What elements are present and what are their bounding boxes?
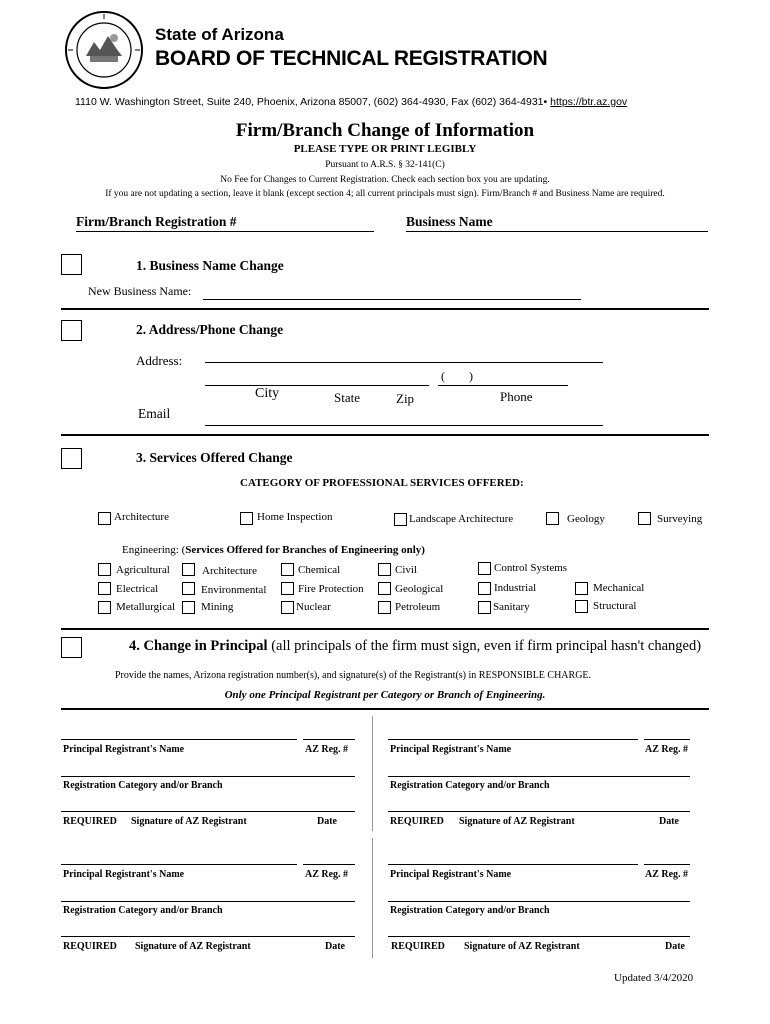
- reg-label: AZ Reg. #: [305, 744, 349, 755]
- metallurgical-label: Metallurgical: [116, 601, 176, 613]
- phone-label: Phone: [500, 389, 533, 404]
- landscape-architecture-label: Landscape Architecture: [409, 513, 514, 525]
- fire-protection-label: Fire Protection: [298, 583, 364, 595]
- category-field[interactable]: [61, 901, 355, 902]
- category-label: Registration Category and/or Branch: [63, 780, 223, 791]
- name-label: Principal Registrant's Name: [390, 744, 512, 755]
- address-label: Address:: [136, 353, 183, 368]
- required-label: REQUIRED: [63, 816, 117, 827]
- sanitary-label: Sanitary: [493, 601, 530, 613]
- agricultural-label: Agricultural: [116, 564, 170, 576]
- category-label: Registration Category and/or Branch: [390, 780, 550, 791]
- section1-title: 1. Business Name Change: [136, 258, 284, 273]
- section1-checkbox[interactable]: [61, 254, 82, 275]
- category-label: Registration Category and/or Branch: [390, 905, 550, 916]
- name-label: Principal Registrant's Name: [63, 869, 185, 880]
- phone-field[interactable]: [438, 385, 568, 386]
- environmental-label: Environmental: [201, 584, 267, 596]
- home-inspection-checkbox[interactable]: [240, 512, 253, 525]
- sanitary-checkbox[interactable]: [478, 601, 491, 614]
- name-field[interactable]: [388, 739, 638, 740]
- eng-architecture-checkbox[interactable]: [182, 563, 195, 576]
- section-divider: [61, 308, 709, 310]
- industrial-checkbox[interactable]: [478, 582, 491, 595]
- firm-registration-label: Firm/Branch Registration #: [76, 214, 237, 229]
- signature-label: Signature of AZ Registrant: [135, 941, 251, 952]
- date-label: Date: [665, 941, 685, 952]
- electrical-checkbox[interactable]: [98, 582, 111, 595]
- structural-label: Structural: [593, 600, 637, 612]
- section3-title: 3. Services Offered Change: [136, 450, 293, 465]
- fire-protection-checkbox[interactable]: [281, 582, 294, 595]
- board-title: BOARD OF TECHNICAL REGISTRATION: [155, 47, 548, 70]
- reg-label: AZ Reg. #: [645, 869, 689, 880]
- control-systems-label: Control Systems: [494, 562, 568, 574]
- category-field[interactable]: [61, 776, 355, 777]
- signature-label: Signature of AZ Registrant: [464, 941, 580, 952]
- civil-label: Civil: [395, 564, 418, 576]
- reg-field[interactable]: [644, 864, 690, 865]
- geology-label: Geology: [567, 513, 605, 525]
- landscape-architecture-checkbox[interactable]: [394, 513, 407, 526]
- required-label: REQUIRED: [391, 941, 445, 952]
- website-link[interactable]: https://btr.az.gov: [550, 96, 628, 108]
- engineering-prefix: Engineering: (: [122, 544, 186, 556]
- category-field[interactable]: [388, 776, 690, 777]
- firm-registration-field[interactable]: [76, 231, 374, 232]
- required-label: REQUIRED: [390, 816, 444, 827]
- category-field[interactable]: [388, 901, 690, 902]
- address-text: 1110 W. Washington Street, Suite 240, Phoenix, Arizona 85007, (602) 364-4930, Fax (602) 364-4931: [75, 96, 544, 108]
- provide-note: Provide the names, Arizona registration number(s), and signature(s) of the Registrant(s) in RESPONSIBLE CHARGE.: [115, 670, 592, 681]
- required-label: REQUIRED: [63, 941, 117, 952]
- engineering-note: Services Offered for Branches of Engineering only): [185, 544, 425, 556]
- section-divider: [61, 434, 709, 436]
- engineering-heading: [122, 544, 425, 556]
- date-label: Date: [325, 941, 345, 952]
- state-label: State: [334, 390, 360, 405]
- architecture-checkbox[interactable]: [98, 512, 111, 525]
- header-address: [75, 96, 627, 108]
- chemical-checkbox[interactable]: [281, 563, 294, 576]
- name-field[interactable]: [61, 739, 297, 740]
- pursuant-note: Pursuant to A.R.S. § 32-141(C): [325, 160, 445, 170]
- mechanical-label: Mechanical: [593, 582, 645, 594]
- column-separator: [372, 838, 373, 958]
- petroleum-checkbox[interactable]: [378, 601, 391, 614]
- section-divider: [61, 628, 709, 630]
- section4-checkbox[interactable]: [61, 637, 82, 658]
- arizona-seal: [64, 10, 144, 90]
- city-label: City: [255, 386, 280, 401]
- mechanical-checkbox[interactable]: [575, 582, 588, 595]
- structural-checkbox[interactable]: [575, 600, 588, 613]
- reg-label: AZ Reg. #: [305, 869, 349, 880]
- section2-checkbox[interactable]: [61, 320, 82, 341]
- section3-checkbox[interactable]: [61, 448, 82, 469]
- signature-label: Signature of AZ Registrant: [131, 816, 247, 827]
- form-title: Firm/Branch Change of Information: [235, 120, 535, 141]
- address-field[interactable]: [205, 362, 603, 363]
- no-fee-note: No Fee for Changes to Current Registration. Check each section box you are updating.: [220, 175, 550, 185]
- zip-label: Zip: [396, 391, 415, 406]
- phone-area-code: ( ): [441, 369, 473, 383]
- metallurgical-checkbox[interactable]: [98, 601, 111, 614]
- reg-label: AZ Reg. #: [645, 744, 689, 755]
- new-business-name-label: New Business Name:: [88, 284, 192, 298]
- agricultural-checkbox[interactable]: [98, 563, 111, 576]
- reg-field[interactable]: [303, 864, 355, 865]
- state-title: State of Arizona: [155, 25, 284, 44]
- chemical-label: Chemical: [298, 564, 341, 576]
- date-label: Date: [659, 816, 679, 827]
- architecture-label: Architecture: [114, 511, 169, 523]
- mining-checkbox[interactable]: [182, 601, 195, 614]
- section4-title-note: (all principals of the firm must sign, even if firm principal hasn't changed): [271, 638, 702, 654]
- mining-label: Mining: [201, 601, 234, 613]
- geological-checkbox[interactable]: [378, 582, 391, 595]
- civil-checkbox[interactable]: [378, 563, 391, 576]
- name-field[interactable]: [388, 864, 638, 865]
- eng-architecture-label: Architecture: [202, 565, 257, 577]
- business-name-label: Business Name: [406, 214, 493, 229]
- email-label: Email: [138, 406, 171, 421]
- geology-checkbox[interactable]: [546, 512, 559, 525]
- petroleum-label: Petroleum: [395, 601, 441, 613]
- instruction-note: If you are not updating a section, leave it blank (except section 4; all current principals must sign). Firm/Branch # and Business Name are required.: [105, 189, 665, 199]
- electrical-label: Electrical: [116, 583, 159, 595]
- nuclear-label: Nuclear: [296, 601, 331, 613]
- geological-label: Geological: [395, 583, 444, 595]
- nuclear-checkbox[interactable]: [281, 601, 294, 614]
- date-label: Date: [317, 816, 337, 827]
- signature-field[interactable]: [388, 936, 690, 937]
- industrial-label: Industrial: [494, 582, 537, 594]
- new-business-name-field[interactable]: [203, 299, 581, 300]
- bullet: •: [543, 96, 548, 108]
- name-field[interactable]: [61, 864, 297, 865]
- category-label: Registration Category and/or Branch: [63, 905, 223, 916]
- name-label: Principal Registrant's Name: [390, 869, 512, 880]
- section4-heading: [129, 638, 701, 655]
- email-field[interactable]: [205, 425, 603, 426]
- section-divider: [61, 708, 709, 710]
- surveying-checkbox[interactable]: [638, 512, 651, 525]
- reg-field[interactable]: [644, 739, 690, 740]
- signature-field[interactable]: [388, 811, 690, 812]
- signature-field[interactable]: [61, 936, 355, 937]
- city-state-zip-field[interactable]: [205, 385, 429, 386]
- control-systems-checkbox[interactable]: [478, 562, 491, 575]
- business-name-field[interactable]: [406, 231, 708, 232]
- category-heading: CATEGORY OF PROFESSIONAL SERVICES OFFERED:: [240, 477, 524, 489]
- updated-date: Updated 3/4/2020: [614, 972, 694, 984]
- section2-title: 2. Address/Phone Change: [136, 322, 284, 337]
- form-subtitle: PLEASE TYPE OR PRINT LEGIBLY: [293, 143, 477, 155]
- environmental-checkbox[interactable]: [182, 582, 195, 595]
- signature-field[interactable]: [61, 811, 355, 812]
- section4-title: 4. Change in Principal: [129, 638, 268, 654]
- name-label: Principal Registrant's Name: [63, 744, 185, 755]
- home-inspection-label: Home Inspection: [257, 511, 333, 523]
- signature-label: Signature of AZ Registrant: [459, 816, 575, 827]
- reg-field[interactable]: [303, 739, 355, 740]
- only-one-note: Only one Principal Registrant per Category or Branch of Engineering.: [224, 689, 546, 701]
- column-separator: [372, 716, 373, 831]
- surveying-label: Surveying: [657, 513, 703, 525]
